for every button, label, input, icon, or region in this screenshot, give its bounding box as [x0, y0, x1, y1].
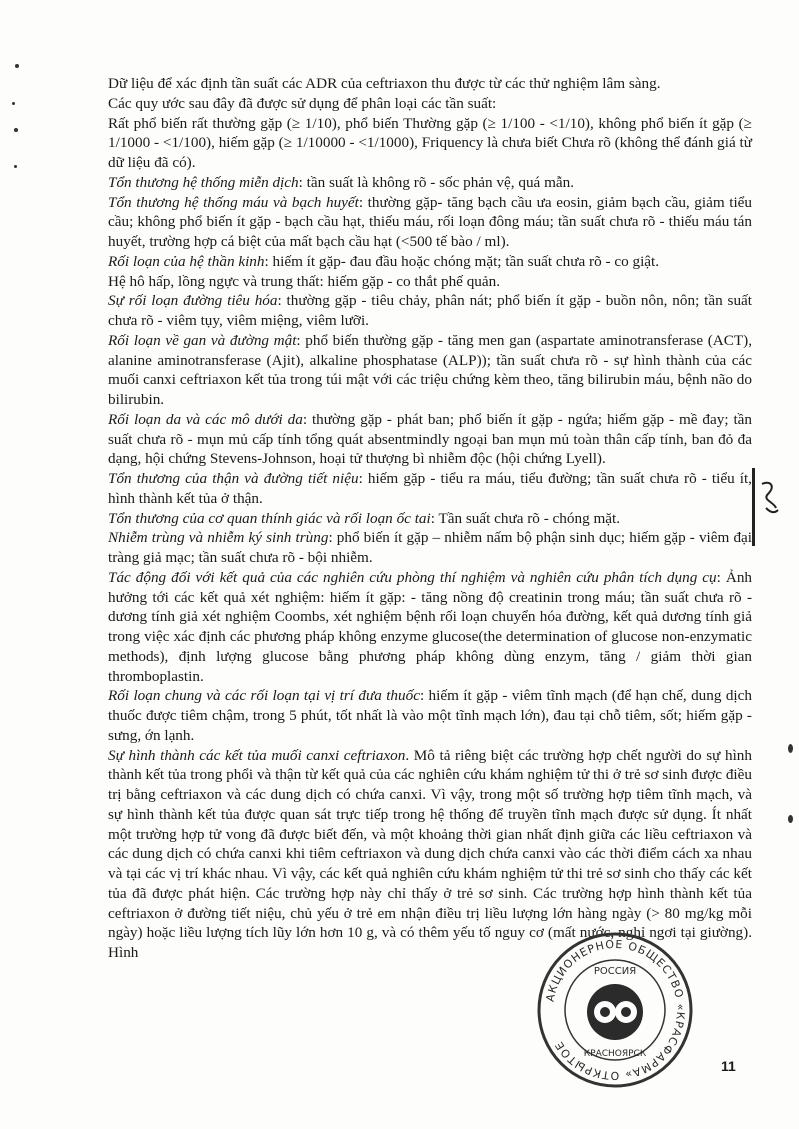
seal-top-text: РОССИЯ	[593, 966, 637, 977]
section-heading: Rối loạn chung và các rối loạn tại vị trí đưa thuốc	[108, 687, 420, 705]
section-heading: Tổn thương của thận và đường tiết niệu	[108, 470, 359, 487]
paragraph: Hệ hô hấp, lồng ngực và trung thất: hiếm gặp - co thắt phế quản.	[108, 272, 501, 290]
paragraph: Sự hình thành các kết tủa muối canxi ceftriaxon. Mô tả riêng biệt các trường hợp chết người do sự hình thành kết tủa trong phổi và thận từ kết quả của các nghiên cứu khám nghiệm tử thi ở trẻ sơ sinh được điều trị bằng ceftriaxon và các dung dịch có chứa canxi. Vì vậy, trong một số trường hợp tiêm tĩnh mạch, và sự hình thành kết tủa được quan sát trực tiếp trong hệ thống để truyền tĩnh mạch được sử dụng. Ít nhất một trường hợp tử vong đã được biết đến, và một khoảng thời gian nhất định giữa các liều ceftriaxon và các dung dịch có chứa canxi khi tiêm ceftriaxon và dung dịch chứa canxi vào các thời điểm cách xa nhau và tại các vị trí khác nhau. Vì vậy, các kết quả nghiên cứu khám nghiệm tử thi trẻ sơ sinh cho thấy các kết tủa đã được phát hiện. Các trường hợp này chỉ thấy ở trẻ sơ sinh. Các trường hợp hình thành kết tủa ceftriaxon ở đường tiết niệu, chủ yếu ở trẻ em nhận điều trị liều lượng lớn hàng ngày (> 80 mg/kg mỗi ngày) hoặc liều lượng tích lũy lớn hơn 10 g, và có thêm yếu tố nguy cơ (mất nước, nghỉ ngơi tại giường). Hình	[108, 746, 752, 961]
paragraph: Tác động đối với kết quả của các nghiên cứu phòng thí nghiệm và nghiên cứu phân tích dụng cụ: Ảnh hưởng tới các kết quả xét nghiệm: hiếm ít gặp: - tăng nồng độ creatinin trong máu; tần suất chưa rõ - dương tính giả xét nghiệm Coombs, xét nghiệm bệnh rối loạn chuyển hóa đường, kết quả dương tính giả trong việc xác định các phương pháp không enzyme glucose(the determination of glucose non-enzymatic methods), định lượng glucose bằng phương pháp không dùng enzym, tăng / giảm thời gian thromboplastin.	[108, 568, 752, 685]
company-seal	[535, 930, 695, 1090]
seal-ring-text: АКЦИОНЕРНОЕ ОБЩЕСТВО «КРАСФАРМА» ОТКРЫТОЕ	[543, 937, 688, 1083]
paragraph: Tổn thương của cơ quan thính giác và rối loạn ốc tai: Tần suất chưa rõ - chóng mặt.	[108, 509, 621, 527]
margin-speck	[15, 64, 19, 68]
margin-bracket-mark	[752, 468, 755, 546]
margin-speck	[788, 815, 793, 823]
section-heading: Tổn thương hệ thống máu và bạch huyết	[108, 193, 359, 211]
paragraph: Rối loạn chung và các rối loạn tại vị trí đưa thuốc: hiếm ít gặp - viêm tĩnh mạch (để hạn chế, dung dịch thuốc được tiêm chậm, trong 5 phút, tốt nhất là vào một tĩnh mạch lớn), đau tại chỗ tiêm, sốt; hiếm gặp - sưng, ớn lạnh.	[108, 687, 752, 744]
section-heading: Rối loạn da và các mô dưới da	[108, 410, 303, 428]
margin-speck	[12, 102, 15, 105]
paragraph: Dữ liệu để xác định tần suất các ADR của ceftriaxon thu được từ các thử nghiệm lâm sàng.	[108, 75, 661, 92]
margin-speck	[788, 744, 793, 753]
paragraph: Rối loạn của hệ thần kinh: hiếm ít gặp- đau đầu hoặc chóng mặt; tần suất chưa rõ - co giật.	[108, 252, 660, 270]
handwritten-initial-icon	[756, 478, 782, 518]
body-text	[108, 74, 752, 963]
section-heading: Rối loạn về gan và đường mật	[108, 331, 297, 349]
seal-bottom-text: КРАСНОЯРСК	[583, 1049, 647, 1059]
section-heading: Tổn thương của cơ quan thính giác và rối loạn ốc tai	[108, 509, 431, 527]
section-heading: Nhiễm trùng và nhiễm ký sinh trùng	[108, 529, 329, 547]
section-heading: Sự rối loạn đường tiêu hóa	[108, 292, 278, 310]
margin-speck	[14, 165, 17, 168]
paragraph: Tổn thương hệ thống miễn dịch: tần suất là không rõ - sốc phản vệ, quá mẫn.	[108, 173, 575, 191]
section-heading: Rối loạn của hệ thần kinh	[108, 252, 265, 270]
paragraph: Nhiễm trùng và nhiễm ký sinh trùng: phổ biến ít gặp – nhiễm nấm bộ phận sinh dục; hiếm gặp - viêm đại tràng giả mạc; tần suất chưa rõ - bội nhiễm.	[108, 529, 752, 566]
paragraph: Rối loạn da và các mô dưới da: thường gặp - phát ban; phổ biến ít gặp - ngứa; hiếm gặp - mề đay; tần suất chưa rõ - mụn mủ cấp tính tổng quát absentmindly ngoại ban mụn mủ toàn thân cấp tính, ban đỏ đa dạng, hội chứng Stevens-Johnson, hoại tử thượng bì nhiễm độc (hội chứng Lyell).	[108, 410, 753, 468]
paragraph: Rất phổ biến rất thường gặp (≥ 1/10), phổ biến Thường gặp (≥ 1/100 - <1/10), không phổ biến ít gặp (≥ 1/1000 - <1/100), hiếm gặp (≥ 1/10000 - <1/1000), Friquency là chưa biết Chưa rõ (không thể đánh giá từ dữ liệu đã có).	[108, 114, 752, 171]
paragraph: Tổn thương hệ thống máu và bạch huyết: thường gặp- tăng bạch cầu ưa eosin, giảm bạch cầu, giảm tiểu cầu; không phổ biến ít gặp - bạch cầu hạt, thiếu máu, rối loạn đông máu; tần suất chưa rõ - thiếu máu tán huyết, trường hợp cá biệt của mất bạch cầu hạt (<500 tế bào / ml).	[108, 193, 752, 250]
paragraph: Rối loạn về gan và đường mật: phổ biến thường gặp - tăng men gan (aspartate aminotransferase (ACT), alanine aminotransferase (Ajit), alkaline phosphatase (ALP)); tần suất chưa rõ - sự hình thành của các muối canxi ceftriaxon kết tủa trong túi mật với các triệu chứng kèm theo, tăng bilirubin máu, bệnh não do bilirubin.	[108, 331, 753, 408]
section-heading: Tổn thương hệ thống miễn dịch	[108, 173, 299, 191]
section-heading: Sự hình thành các kết tủa muối canxi ceftriaxon	[108, 746, 406, 764]
paragraph: Tổn thương của thận và đường tiết niệu: hiếm gặp - tiểu ra máu, tiểu đường; tần suất chưa rõ - tiểu ít, hình thành kết tủa ở thận.	[108, 470, 752, 507]
margin-speck	[14, 128, 18, 132]
section-heading: Tác động đối với kết quả của các nghiên cứu phòng thí nghiệm và nghiên cứu phân tích dụng cụ	[108, 568, 717, 586]
paragraph: Sự rối loạn đường tiêu hóa: thường gặp - tiêu chảy, phân nát; phổ biến ít gặp - buồn nôn, nôn; tần suất chưa rõ - viêm tụy, viêm miệng, viêm lưỡi.	[108, 292, 752, 329]
paragraph: Các quy ước sau đây đã được sử dụng để phân loại các tần suất:	[108, 94, 497, 112]
seal-logo-icon	[587, 984, 643, 1040]
page-number: 11	[721, 1058, 736, 1074]
